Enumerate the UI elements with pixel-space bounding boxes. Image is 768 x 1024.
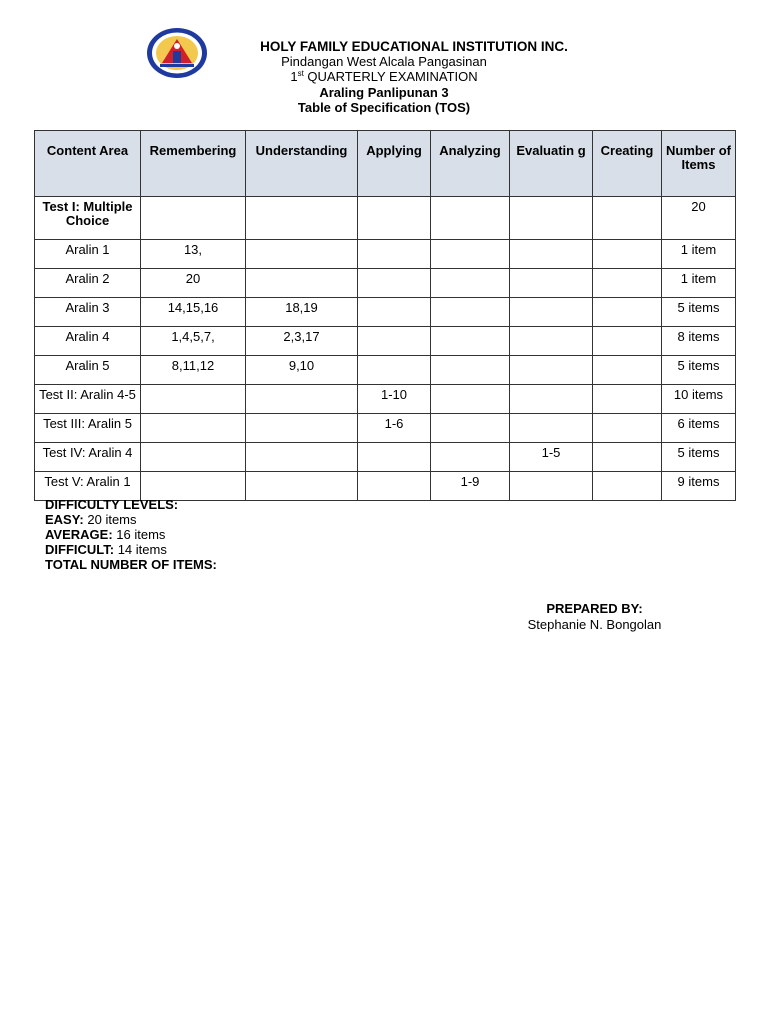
table-cell: 5 items: [662, 443, 736, 472]
table-row: [35, 385, 736, 414]
subject-title: Araling Panlipunan 3: [319, 84, 449, 100]
table-cell: [510, 356, 593, 385]
table-cell: 9 items: [662, 472, 736, 501]
table-cell: [510, 414, 593, 443]
table-cell: 14,15,16: [141, 298, 246, 327]
school-address: Pindangan West Alcala Pangasinan: [281, 54, 487, 70]
column-header: Remembering: [141, 131, 246, 197]
table-cell: [431, 356, 510, 385]
table-cell: Aralin 2: [35, 269, 141, 298]
table-cell: [593, 298, 662, 327]
school-name: HOLY FAMILY EDUCATIONAL INSTITUTION INC.: [260, 39, 568, 54]
table-cell: 8,11,12: [141, 356, 246, 385]
table-cell: 8 items: [662, 327, 736, 356]
table-cell: 2,3,17: [246, 327, 358, 356]
quarter-number: 1: [290, 69, 298, 85]
preparer-name: Stephanie N. Bongolan: [527, 616, 662, 632]
table-row: [35, 356, 736, 385]
table-cell: [358, 327, 431, 356]
table-cell: [246, 472, 358, 501]
table-cell: 1-5: [510, 443, 593, 472]
table-cell: 6 items: [662, 414, 736, 443]
table-cell: [593, 197, 662, 240]
difficulty-levels: [45, 497, 217, 572]
table-cell: [510, 197, 593, 240]
difficulty-heading: DIFFICULTY LEVELS:: [45, 497, 179, 512]
table-cell: [246, 240, 358, 269]
column-header: Applying: [358, 131, 431, 197]
table-cell: 5 items: [662, 298, 736, 327]
table-cell: [431, 443, 510, 472]
table-cell: [431, 327, 510, 356]
table-cell: [510, 298, 593, 327]
table-cell: [593, 472, 662, 501]
table-cell: 1-10: [358, 385, 431, 414]
table-cell: [510, 240, 593, 269]
difficult-value: 14 items: [114, 542, 167, 557]
table-cell: [593, 443, 662, 472]
table-cell: 20: [662, 197, 736, 240]
table-cell: [510, 385, 593, 414]
exam-title: [120, 69, 648, 84]
table-cell: [510, 269, 593, 298]
table-cell: [358, 356, 431, 385]
table-row: [35, 240, 736, 269]
table-cell: Aralin 4: [35, 327, 141, 356]
table-cell: Aralin 5: [35, 356, 141, 385]
table-cell: 1-6: [358, 414, 431, 443]
table-cell: 5 items: [662, 356, 736, 385]
average-value: 16 items: [112, 527, 166, 542]
quarter-suffix: st: [297, 69, 304, 79]
table-cell: 1-9: [431, 472, 510, 501]
table-cell: 9,10: [246, 356, 358, 385]
table-cell: [141, 197, 246, 240]
tos-table: [34, 130, 736, 501]
table-cell: [141, 443, 246, 472]
table-cell: Aralin 3: [35, 298, 141, 327]
table-cell: Aralin 1: [35, 240, 141, 269]
table-cell: [593, 414, 662, 443]
document-header: [120, 39, 648, 115]
table-cell: [431, 298, 510, 327]
table-cell: [593, 356, 662, 385]
table-row: [35, 269, 736, 298]
table-cell: [246, 197, 358, 240]
column-header: Content Area: [35, 131, 141, 197]
table-cell: [358, 472, 431, 501]
table-cell: [358, 240, 431, 269]
difficult-label: DIFFICULT:: [45, 542, 115, 557]
table-cell: 18,19: [246, 298, 358, 327]
table-cell: [510, 327, 593, 356]
table-cell: [358, 443, 431, 472]
table-cell: 1 item: [662, 240, 736, 269]
table-row: [35, 298, 736, 327]
column-header: Number of Items: [662, 131, 736, 197]
table-cell: 13,: [141, 240, 246, 269]
table-cell: [246, 385, 358, 414]
table-cell: [593, 269, 662, 298]
table-cell: 1,4,5,7,: [141, 327, 246, 356]
column-header: Analyzing: [431, 131, 510, 197]
easy-label: EASY:: [45, 512, 84, 527]
table-cell: Test I: Multiple Choice: [35, 197, 141, 240]
table-cell: [141, 414, 246, 443]
table-cell: [246, 443, 358, 472]
table-cell: Test IV: Aralin 4: [35, 443, 141, 472]
table-cell: Test II: Aralin 4-5: [35, 385, 141, 414]
column-header: Creating: [593, 131, 662, 197]
table-cell: [141, 385, 246, 414]
table-cell: [431, 269, 510, 298]
table-cell: [358, 269, 431, 298]
table-cell: [358, 197, 431, 240]
table-cell: [510, 472, 593, 501]
quarter-text: QUARTERLY EXAMINATION: [303, 69, 478, 85]
table-cell: [593, 327, 662, 356]
table-cell: [246, 269, 358, 298]
total-items-label: TOTAL NUMBER OF ITEMS:: [45, 557, 217, 572]
table-cell: 10 items: [662, 385, 736, 414]
prepared-by: [512, 601, 677, 632]
document-title: Table of Specification (TOS): [297, 99, 471, 115]
table-cell: Test V: Aralin 1: [35, 472, 141, 501]
table-row: [35, 197, 736, 240]
column-header: Evaluatin g: [510, 131, 593, 197]
easy-value: 20 items: [83, 512, 137, 527]
prepared-by-label: PREPARED BY:: [546, 601, 643, 616]
table-cell: [431, 414, 510, 443]
table-cell: 1 item: [662, 269, 736, 298]
table-cell: [431, 240, 510, 269]
table-cell: [593, 385, 662, 414]
table-header-row: [35, 131, 736, 197]
table-cell: 20: [141, 269, 246, 298]
table-row: [35, 443, 736, 472]
table-cell: [358, 298, 431, 327]
table-cell: [431, 197, 510, 240]
table-cell: Test III: Aralin 5: [35, 414, 141, 443]
table-cell: [246, 414, 358, 443]
table-cell: [593, 240, 662, 269]
table-row: [35, 327, 736, 356]
table-row: [35, 414, 736, 443]
column-header: Understanding: [246, 131, 358, 197]
average-label: AVERAGE:: [45, 527, 113, 542]
table-cell: [431, 385, 510, 414]
